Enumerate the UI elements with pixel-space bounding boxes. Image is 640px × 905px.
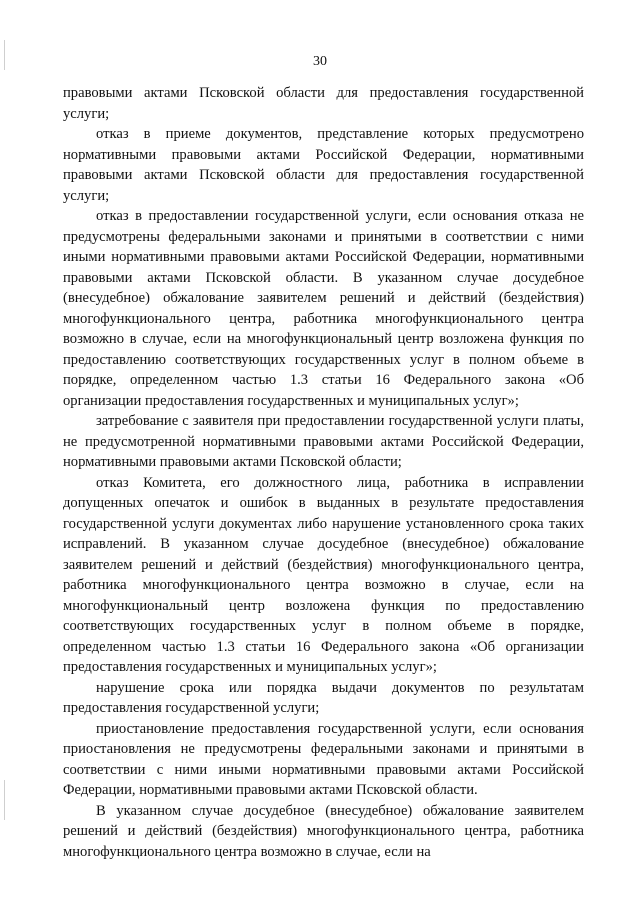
paragraph-5: отказ Комитета, его должностного лица, работника в исправлении допущенных опечаток и ошибок в выданных в результате предоставления государственной услуги документах либо нарушение установленного срока таких исправлений. В указанном случае досудебное (внесудебное) обжалование заявителем решений и действий (бездействия) многофункционального центра, работника многофункционального центра возможно в случае, если на многофункциональный центр возложена функция по предоставлению соответствующих государственных услуг в полном объеме в порядке, определенном частью 1.3 статьи 16 Федерального закона «Об организации предоставления государственных и муниципальных услуг»; bbox=[63, 474, 584, 675]
scan-edge-mark-bottom bbox=[4, 780, 5, 820]
paragraph-8: В указанном случае досудебное (внесудебное) обжалование заявителем решений и действий (бездействия) многофункционального центра, работника многофункционального центра возможно в случае, если на bbox=[63, 802, 584, 860]
page-number: 30 bbox=[313, 54, 327, 69]
paragraph-1-continued: правовыми актами Псковской области для предоставления государственной услуги; bbox=[63, 85, 584, 122]
paragraph-7: приостановление предоставления государственной услуги, если основания приостановления не предусмотрены федеральными законами и принятыми в соответствии с ними иными нормативными правовыми актами Российской Федерации, нормативными правовыми актами Псковской области. bbox=[63, 720, 584, 798]
paragraph-2: отказ в приеме документов, представление которых предусмотрено нормативными правовыми актами Российской Федерации, нормативными правовыми актами Псковской области для предоставления государственной услуги; bbox=[63, 126, 584, 204]
paragraph-4: затребование с заявителя при предоставлении государственной услуги платы, не предусмотренной нормативными правовыми актами Российской Федерации, нормативными правовыми актами Псковской области; bbox=[63, 413, 584, 470]
document-body bbox=[63, 83, 584, 862]
paragraph-6: нарушение срока или порядка выдачи документов по результатам предоставления государственной услуги; bbox=[63, 679, 584, 716]
paragraph-3: отказ в предоставлении государственной услуги, если основания отказа не предусмотрены федеральными законами и принятыми в соответствии с ними иными нормативными правовыми актами Российской Федерации, нормативными правовыми актами Псковской области. В указанном случае досудебное (внесудебное) обжалование заявителем решений и действий (бездействия) многофункционального центра, работника многофункционального центра возможно в случае, если на многофункциональный центр возложена функция по предоставлению соответствующих государственных услуг в полном объеме в порядке, определенном частью 1.3 статьи 16 Федерального закона «Об организации предоставления государственных и муниципальных услуг»; bbox=[63, 208, 584, 409]
